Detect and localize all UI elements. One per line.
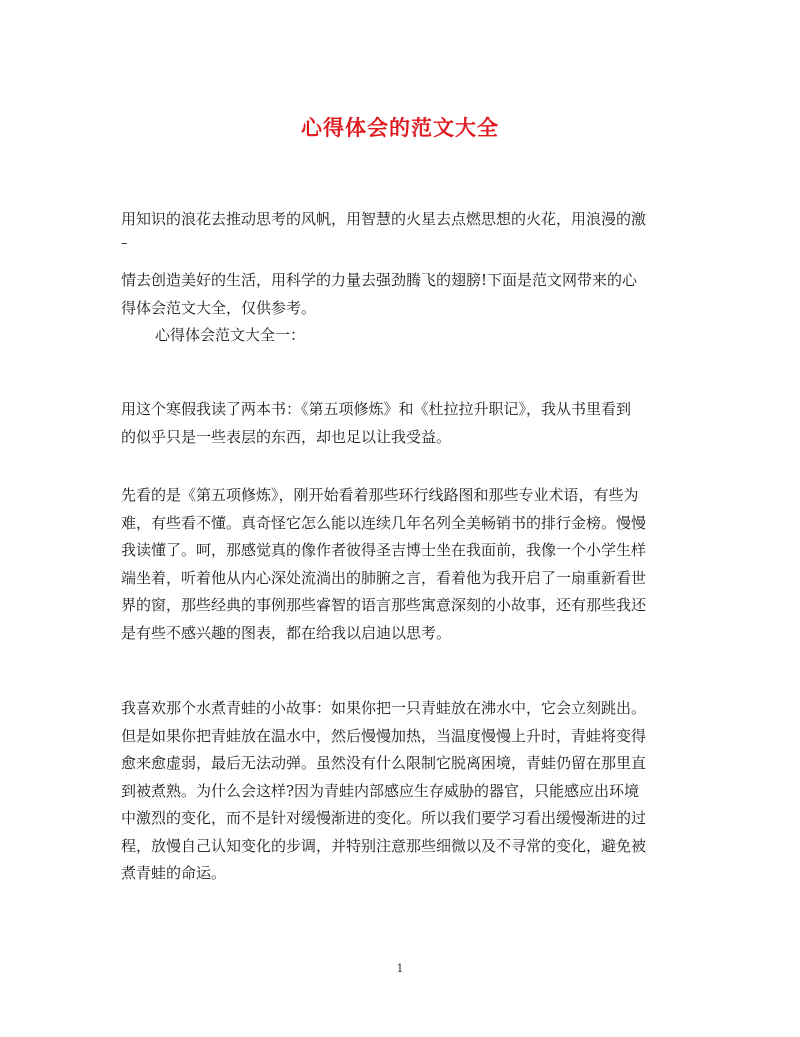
paragraph-2-line-3: 我读懂了。呵，那感觉真的像作者彼得圣吉博士坐在我面前，我像一个小学生样: [121, 541, 647, 559]
paragraph-3-line-4: 到被煮熟。为什么会这样?因为青蛙内部感应生存威胁的器官，只能感应出环境: [121, 781, 640, 800]
paragraph-1: [121, 396, 681, 451]
paragraph-1-line-1: 用这个寒假我读了两本书：《第五项修炼》和《杜拉拉升职记》，我从书里看到: [121, 400, 632, 418]
intro-line-2: 情去创造美好的生活，用科学的力量去强劲腾飞的翅膀!下面是范文网带来的心: [121, 271, 638, 289]
intro-line-3: 得体会范文大全，仅供参考。: [121, 298, 317, 317]
paragraph-2-line-6: 是有些不感兴趣的图表，都在给我以启迪以思考。: [121, 623, 452, 642]
paragraph-2-line-5: 界的窗，那些经典的事例那些睿智的语言那些寓意深刻的小故事，还有那些我还: [121, 596, 647, 614]
paragraph-3-line-1: 我喜欢那个水煮青蛙的小故事：如果你把一只青蛙放在沸水中，它会立刻跳出。: [121, 699, 647, 717]
page-number: 1: [396, 962, 404, 975]
paragraph-2: [121, 482, 681, 647]
intro-line-1: 用知识的浪花去推动思考的风帆，用智慧的火星去点燃思想的火花，用浪漫的激: [121, 210, 647, 228]
paragraph-3-line-7: 煮青蛙的命运。: [121, 864, 227, 882]
paragraph-3-line-3: 愈来愈虚弱，最后无法动弹。虽然没有什么限制它脱离困境，青蛙仍留在那里直: [121, 754, 647, 772]
paragraph-3-line-6: 程，放慢自己认知变化的步调，并特别注意那些细微以及不寻常的变化，避免被: [121, 836, 647, 855]
paragraph-2-line-4: 端坐着，听着他从内心深处流淌出的肺腑之言，看着他为我开启了一扇重新看世: [121, 568, 647, 587]
intro-paragraph-part2: [121, 267, 681, 350]
section-heading: 心得体会范文大全一：: [155, 326, 306, 344]
paragraph-3-line-5: 中激烈的变化，而不是针对缓慢渐进的变化。所以我们要学习看出缓慢渐进的过: [121, 809, 647, 827]
intro-paragraph-part1: [121, 206, 681, 234]
paragraph-2-line-2: 难，有些看不懂。真奇怪它怎么能以连续几年名列全美畅销书的排行金榜。慢慢: [121, 513, 647, 532]
paragraph-3: [121, 695, 681, 888]
paragraph-1-line-2: 的似乎只是一些表层的东西，却也足以让我受益。: [121, 427, 452, 446]
paragraph-3-line-2: 但是如果你把青蛙放在温水中，然后慢慢加热，当温度慢慢上升时，青蛙将变得: [121, 726, 647, 745]
paragraph-2-line-1: 先看的是《第五项修炼》，刚开始看着那些环行线路图和那些专业术语，有些为: [121, 486, 639, 504]
document-title: 心得体会的范文大全: [301, 116, 499, 140]
intro-dash: –: [121, 236, 128, 251]
